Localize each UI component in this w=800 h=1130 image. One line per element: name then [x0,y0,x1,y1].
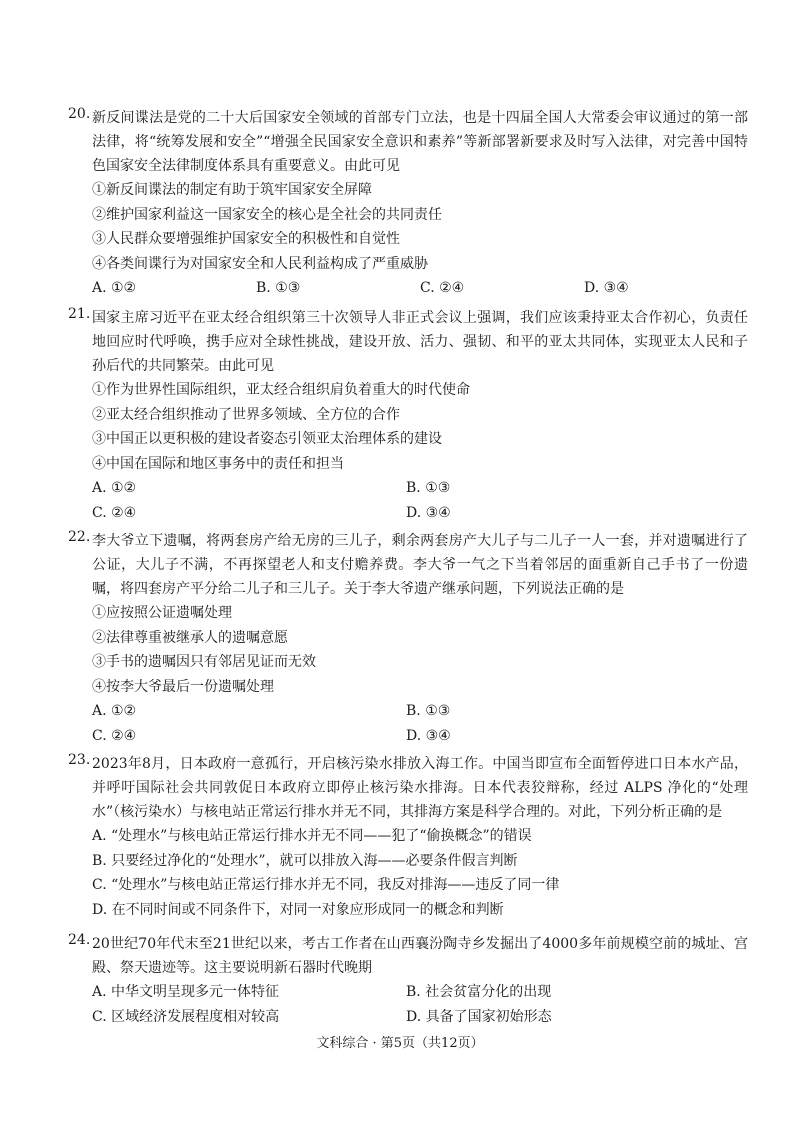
option-d: D. 具备了国家初始形态 [406,1009,552,1025]
question-21 [68,306,748,526]
option-d: D. ③④ [406,728,451,744]
answer-options [92,980,748,1030]
option-c: C. ②④ [92,505,137,521]
answer-options [92,476,748,526]
option-d: D. ③④ [406,505,451,521]
statement-2: ②亚太经合组织推动了世界多领域、全方位的合作 [92,406,400,423]
statement-2: ②维护国家利益这一国家安全的核心是全社会的共同责任 [92,206,442,223]
question-stem: 国家主席习近平在亚太经合组织第三十次领导人非正式会议上强调，我们应该秉持亚太合作初心，负责任地回应时代呼唤，携手应对全球性挑战，建设开放、活力、强韧、和平的亚太共同体，实现亚太人民和子孙后代的共同繁荣。由此可见 [92,310,748,374]
option-b: B. ①③ [406,480,451,496]
option-a: A. “处理水”与核电站正常运行排水并无不同——犯了“偷换概念”的错误 [92,828,532,844]
option-c: C. “处理水”与核电站正常运行排水并无不同，我反对排海——违反了同一律 [92,877,560,893]
question-stem: 新反间谍法是党的二十大后国家安全领域的首部专门立法，也是十四届全国人大常委会审议通过的第一部法律，将“统筹发展和安全”“增强全民国家安全意识和素养”等新部署新要求及时写入法律，对完善中国特色国家安全法律制度体系具有重要意义。由此可见 [92,110,748,174]
statement-4: ④各类间谍行为对国家安全和人民利益构成了严重威胁 [92,255,428,272]
question-20 [68,106,748,301]
option-c: C. ②④ [92,728,137,744]
statement-1: ①作为世界性国际组织，亚太经合组织肩负着重大的时代使命 [92,382,470,398]
statement-3: ③人民群众要增强维护国家安全的积极性和自觉性 [92,231,400,247]
option-a: A. ①② [92,703,137,719]
option-b: B. ①③ [256,280,301,296]
option-b: B. 只要经过净化的“处理水”，就可以排放入海——必要条件假言判断 [92,852,518,869]
option-b: B. ①③ [406,703,451,719]
statement-2: ②法律尊重被继承人的遗嘱意愿 [92,629,288,646]
option-b: B. 社会贫富分化的出现 [406,984,552,1000]
question-23 [68,752,748,922]
question-number: 24. [68,932,91,948]
question-24 [68,932,748,1030]
statement-4: ④中国在国际和地区事务中的责任和担当 [92,455,344,472]
option-c: C. 区域经济发展程度相对较高 [92,1009,280,1025]
statement-3: ③中国正以更积极的建设者姿态引领亚太治理体系的建设 [92,431,442,447]
question-stem: 2023年8月，日本政府一意孤行，开启核污染水排放入海工作。中国当即宣布全面暂停进口日本水产品，并呼吁国际社会共同敦促日本政府立即停止核污染水排海。日本代表狡辩称，经过 ALPS 净化的“处理水”（核污染水）与核电站正常运行排水并无不同，其排海方案是科学合理的。对此，下列分析正确的是 [92,756,748,820]
answer-options [92,276,748,301]
option-a: A. 中华文明呈现多元一体特征 [92,984,280,1000]
question-stem: 20世纪70年代末至21世纪以来，考古工作者在山西襄汾陶寺乡发掘出了4000多年前规模空前的城址、宫殿、祭天遗迹等。这主要说明新石器时代晚期 [92,936,748,976]
option-a: A. ①② [92,280,137,296]
question-number: 20. [68,106,91,122]
question-stem: 李大爷立下遗嘱，将两套房产给无房的三儿子，剩余两套房产大儿子与二儿子一人一套，并对遗嘱进行了公证，大儿子不满，不再探望老人和支付赡养费。李大爷一气之下当着邻居的面重新自己手书了一份遗嘱，将四套房产平分给二儿子和三儿子。关于李大爷遗产继承问题，下列说法正确的是 [92,533,748,597]
option-d: D. ③④ [584,280,629,296]
option-c: C. ②④ [420,280,465,296]
statement-1: ①新反间谍法的制定有助于筑牢国家安全屏障 [92,182,372,198]
statement-4: ④按李大爷最后一份遗嘱处理 [92,678,274,695]
answer-options [92,699,748,749]
option-d: D. 在不同时间或不同条件下，对同一对象应形成同一的概念和判断 [92,901,504,918]
statement-1: ①应按照公证遗嘱处理 [92,605,232,621]
statement-3: ③手书的遗嘱因只有邻居见证而无效 [92,654,316,670]
question-number: 21. [68,306,91,322]
page-footer: 文科综合 · 第5页（共12页） [316,1036,484,1051]
question-number: 22. [68,529,91,545]
question-22 [68,529,748,749]
question-number: 23. [68,752,91,768]
option-a: A. ①② [92,480,137,496]
